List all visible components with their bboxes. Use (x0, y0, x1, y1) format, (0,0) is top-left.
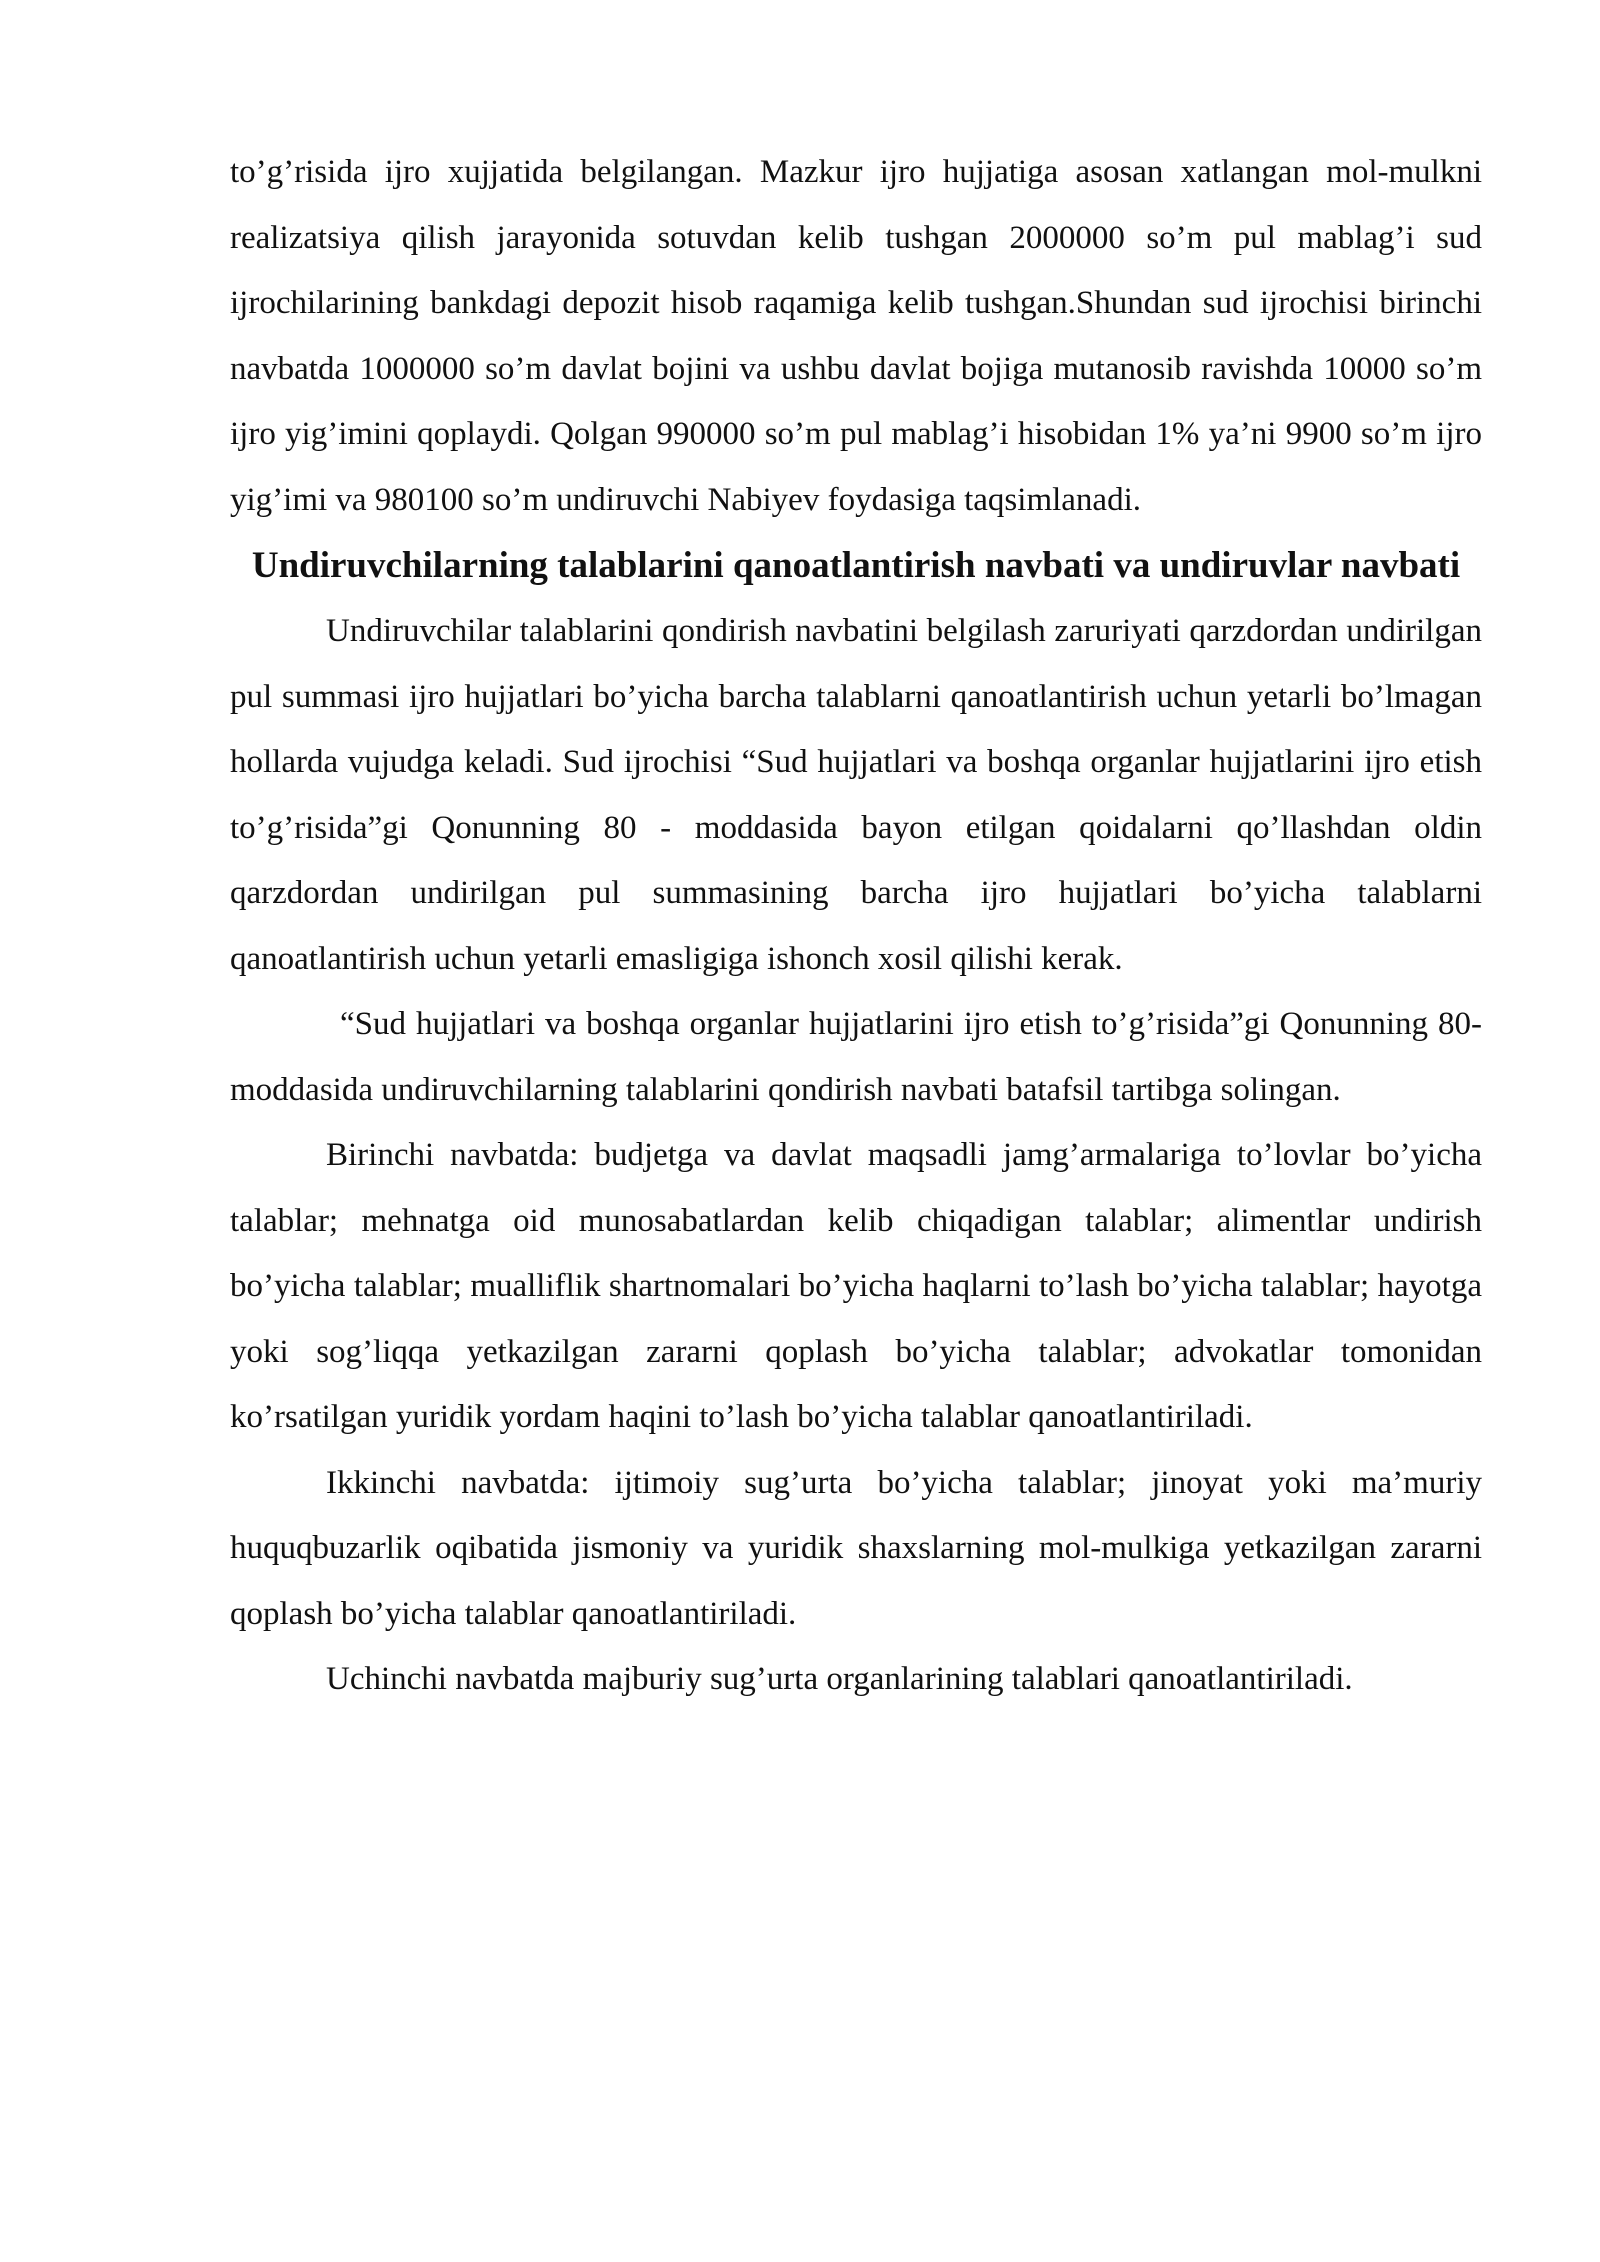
paragraph-continuation: to’g’risida ijro xujjatida belgilangan. Mazkur ijro hujjatiga asosan xatlangan mol-mulkni realizatsiya qilish jarayonida sotuvdan kelib tushgan 2000000 so’m pul mablag’i sud ijrochilarining bankdagi depozit hisob raqamiga kelib tushgan.Shundan sud ijrochisi birinchi navbatda 1000000 so’m davlat bojini va ushbu davlat bojiga mutanosib ravishda 10000 so’m ijro yig’imini qoplaydi. Qolgan 990000 so’m pul mablag’i hisobidan 1% ya’ni 9900 so’m ijro yig’imi va 980100 so’m undiruvchi Nabiyev foydasiga taqsimlanadi. (230, 154, 1482, 518)
paragraph-intro: Undiruvchilar talablarini qondirish navbatini belgilash zaruriyati qarzdordan undirilgan pul summasi ijro hujjatlari bo’yicha barcha talablarni qanoatlantirish uchun yetarli bo’lmagan hollarda vujudga keladi. Sud ijrochisi “Sud hujjatlari va boshqa organlar hujjatlarini ijro etish to’g’risida”gi Qonunning 80 - moddasida bayon etilgan qoidalarni qo’llashdan oldin qarzdordan undirilgan pul summasining barcha ijro hujjatlari bo’yicha talablarni qanoatlantirish uchun yetarli emasligiga ishonch xosil qilishi kerak. (230, 613, 1482, 977)
paragraph-first-priority: Birinchi navbatda: budjetga va davlat maqsadli jamg’armalariga to’lovlar bo’yicha talablar; mehnatga oid munosabatlardan kelib chiqadigan talablar; alimentlar undirish bo’yicha talablar; mualliflik shartnomalari bo’yicha haqlarni to’lash bo’yicha talablar; hayotga yoki sog’liqqa yetkazilgan zararni qoplash bo’yicha talablar; advokatlar tomonidan ko’rsatilgan yuridik yordam haqini to’lash bo’yicha talablar qanoatlantiriladi. (230, 1137, 1482, 1435)
paragraph-third-priority: Uchinchi navbatda majburiy sug’urta organlarining talablari qanoatlantiriladi. (326, 1661, 1353, 1697)
document-body (230, 140, 1482, 1713)
paragraph-second-priority: Ikkinchi navbatda: ijtimoiy sug’urta bo’yicha talablar; jinoyat yoki ma’muriy huquqbuzarlik oqibatida jismoniy va yuridik shaxslarning mol-mulkiga yetkazilgan zararni qoplash bo’yicha talablar qanoatlantiriladi. (230, 1464, 1482, 1632)
paragraph-law-reference: “Sud hujjatlari va boshqa organlar hujjatlarini ijro etish to’g’risida”gi Qonunning 80-moddasida undiruvchilarning talablarini qondirish navbati batafsil tartibga solingan. (230, 1006, 1482, 1108)
section-heading: Undiruvchilarning talablarini qanoatlantirish navbati va undiruvlar navbati (251, 545, 1461, 586)
